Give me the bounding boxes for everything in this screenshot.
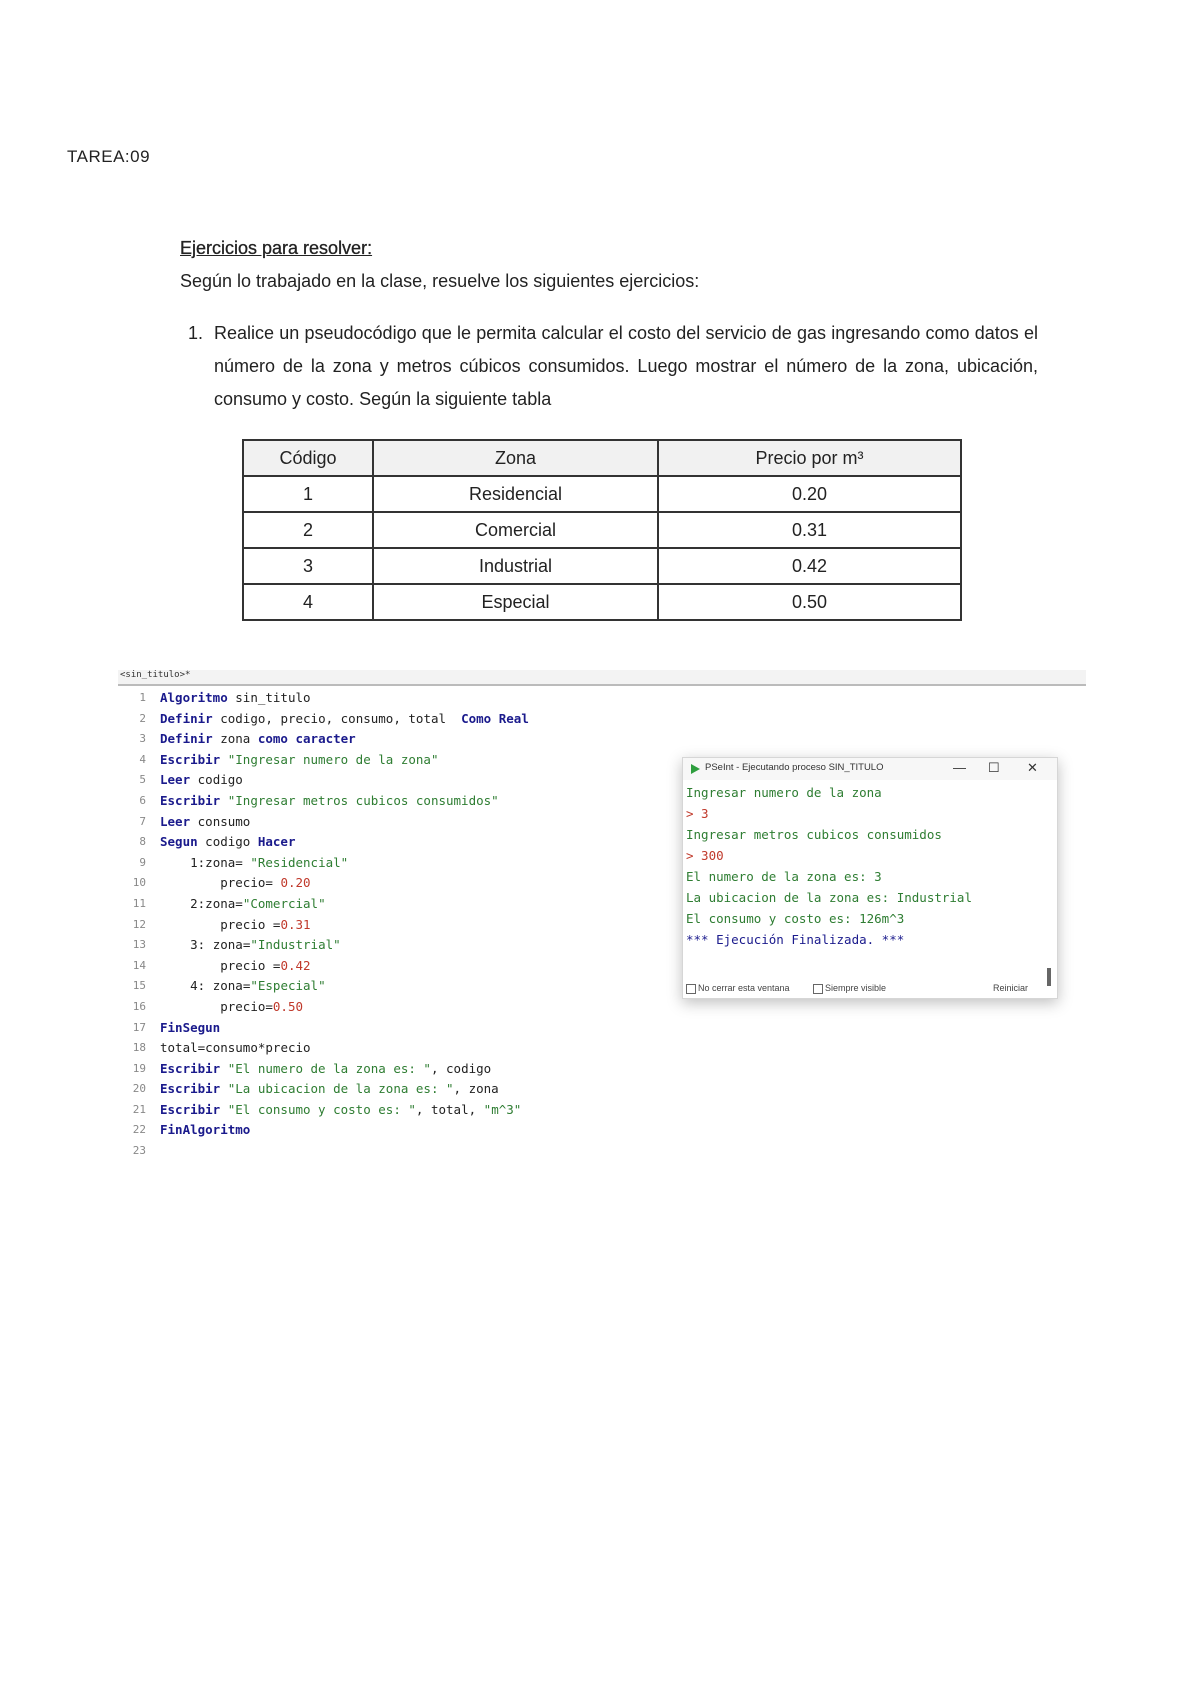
- code-text: precio =0.31: [220, 916, 311, 932]
- line-number: 20: [132, 1082, 146, 1096]
- table-row: [243, 476, 961, 512]
- table-row: [243, 584, 961, 620]
- code-text: precio= 0.20: [220, 875, 311, 891]
- code-line[interactable]: [118, 1059, 1086, 1080]
- exercise-item-number: 1.: [188, 323, 204, 343]
- play-icon: [691, 764, 700, 774]
- code-text: FinSegun: [160, 1019, 221, 1035]
- table-cell: 0.20: [658, 476, 961, 512]
- table-cell: 0.31: [658, 512, 961, 548]
- code-text: FinAlgoritmo: [160, 1122, 251, 1138]
- code-line[interactable]: [118, 1141, 1086, 1162]
- table-cell: Comercial: [373, 512, 658, 548]
- line-number: 23: [132, 1144, 146, 1158]
- console-line: El consumo y costo es: 126m^3: [686, 911, 905, 926]
- table-row: [243, 548, 961, 584]
- line-number: 1: [139, 691, 146, 704]
- code-text: 1:zona= "Residencial": [190, 854, 349, 870]
- code-line[interactable]: [118, 709, 1086, 730]
- exercise-heading: Ejercicios para resolver:: [180, 238, 373, 258]
- table-cell: 0.42: [658, 548, 961, 584]
- price-table: [242, 439, 962, 621]
- window-footer: [683, 980, 1057, 998]
- table-header-row: [243, 440, 961, 476]
- line-number: 6: [139, 793, 146, 807]
- line-number: 11: [132, 896, 146, 910]
- code-text: 4: zona="Especial": [190, 978, 326, 994]
- console-output: [683, 782, 1043, 962]
- editor-tab[interactable]: <sin_titulo>*: [120, 670, 191, 680]
- line-number: 15: [132, 979, 146, 993]
- line-number: 9: [139, 855, 146, 869]
- code-text: Segun codigo Hacer: [160, 834, 296, 850]
- line-number: 10: [132, 876, 146, 890]
- console-line: > 300: [686, 848, 724, 863]
- code-text: Escribir "El numero de la zona es: ", codigo: [160, 1060, 492, 1076]
- checkbox-icon: [686, 984, 696, 994]
- line-number: 3: [139, 732, 146, 746]
- table-cell: 4: [243, 584, 373, 620]
- code-line[interactable]: [118, 1018, 1086, 1039]
- code-text: Leer consumo: [160, 813, 251, 829]
- console-line: La ubicacion de la zona es: Industrial: [686, 890, 972, 905]
- console-line: Ingresar metros cubicos consumidos: [686, 827, 942, 842]
- code-text: total=consumo*precio: [160, 1040, 311, 1056]
- line-number: 21: [132, 1102, 146, 1116]
- code-text: Escribir "El consumo y costo es: ", total, "m^3": [160, 1101, 522, 1117]
- code-text: Definir zona como caracter: [160, 731, 356, 747]
- code-text: 2:zona="Comercial": [190, 895, 326, 911]
- table-cell: 3: [243, 548, 373, 584]
- table-cell: Industrial: [373, 548, 658, 584]
- line-number: 17: [132, 1020, 146, 1034]
- code-text: Definir codigo, precio, consumo, total Como Real: [160, 710, 529, 726]
- line-number: 13: [132, 938, 146, 952]
- table-cell: 2: [243, 512, 373, 548]
- editor-tab-bar: [118, 670, 1086, 686]
- line-number: 16: [132, 999, 146, 1013]
- code-line[interactable]: [118, 1100, 1086, 1121]
- line-number: 12: [132, 917, 146, 931]
- table-cell: 0.50: [658, 584, 961, 620]
- line-number: 14: [132, 958, 146, 972]
- always-visible-checkbox[interactable]: [813, 983, 886, 994]
- code-text: precio =0.42: [220, 957, 311, 973]
- code-text: Escribir "La ubicacion de la zona es: ", zona: [160, 1081, 499, 1097]
- pseint-execution-window[interactable]: [682, 757, 1058, 999]
- line-number: 8: [139, 835, 146, 849]
- window-title: PSeInt - Ejecutando proceso SIN_TITULO: [705, 762, 884, 773]
- close-button[interactable]: ✕: [1027, 760, 1038, 775]
- exercise-item: [188, 317, 1038, 416]
- code-text: Escribir "Ingresar metros cubicos consumidos": [160, 792, 499, 808]
- document-title: TAREA:09: [67, 147, 151, 166]
- console-line: Ingresar numero de la zona: [686, 785, 882, 800]
- checkbox-icon: [813, 984, 823, 994]
- table-header: Precio por m³: [658, 440, 961, 476]
- code-text: Algoritmo sin_titulo: [160, 690, 311, 705]
- maximize-button[interactable]: ☐: [988, 760, 1000, 775]
- table-cell: 1: [243, 476, 373, 512]
- code-line[interactable]: [118, 1079, 1086, 1100]
- exercise-intro: Según lo trabajado en la clase, resuelve los siguientes ejercicios:: [180, 271, 700, 291]
- table-cell: Residencial: [373, 476, 658, 512]
- code-text: Escribir "Ingresar numero de la zona": [160, 751, 439, 767]
- line-number: 18: [132, 1041, 146, 1055]
- code-line[interactable]: [118, 729, 1086, 750]
- code-line[interactable]: [118, 1120, 1086, 1141]
- line-number: 19: [132, 1061, 146, 1075]
- line-number: 4: [139, 752, 146, 766]
- line-number: 22: [132, 1123, 146, 1137]
- table-header: Código: [243, 440, 373, 476]
- restart-button[interactable]: Reiniciar: [993, 983, 1029, 993]
- line-number: 2: [139, 711, 146, 725]
- checkbox-label: No cerrar esta ventana: [698, 983, 790, 993]
- code-line[interactable]: [118, 997, 1086, 1018]
- checkbox-label: Siempre visible: [825, 983, 887, 993]
- exercise-item-text: Realice un pseudocódigo que le permita calcular el costo del servicio de gas ingresando como datos el número de la zona y metros cúbicos consumidos. Luego mostrar el número de la zona, ubicación, consumo y costo. Según la siguiente tabla: [214, 323, 1038, 409]
- keep-open-checkbox[interactable]: [686, 983, 790, 994]
- code-line[interactable]: [118, 688, 1086, 709]
- code-text: 3: zona="Industrial": [190, 937, 341, 953]
- line-number: 5: [139, 773, 146, 787]
- minimize-button[interactable]: —: [953, 760, 966, 775]
- code-text: Leer codigo: [160, 772, 243, 788]
- table-header: Zona: [373, 440, 658, 476]
- console-line: *** Ejecución Finalizada. ***: [686, 932, 905, 947]
- code-line[interactable]: [118, 1038, 1086, 1059]
- console-line: > 3: [686, 806, 709, 821]
- console-line: El numero de la zona es: 3: [686, 869, 882, 884]
- code-text: precio=0.50: [220, 998, 304, 1014]
- window-titlebar[interactable]: [683, 758, 1057, 780]
- table-row: [243, 512, 961, 548]
- table-cell: Especial: [373, 584, 658, 620]
- line-number: 7: [139, 814, 146, 828]
